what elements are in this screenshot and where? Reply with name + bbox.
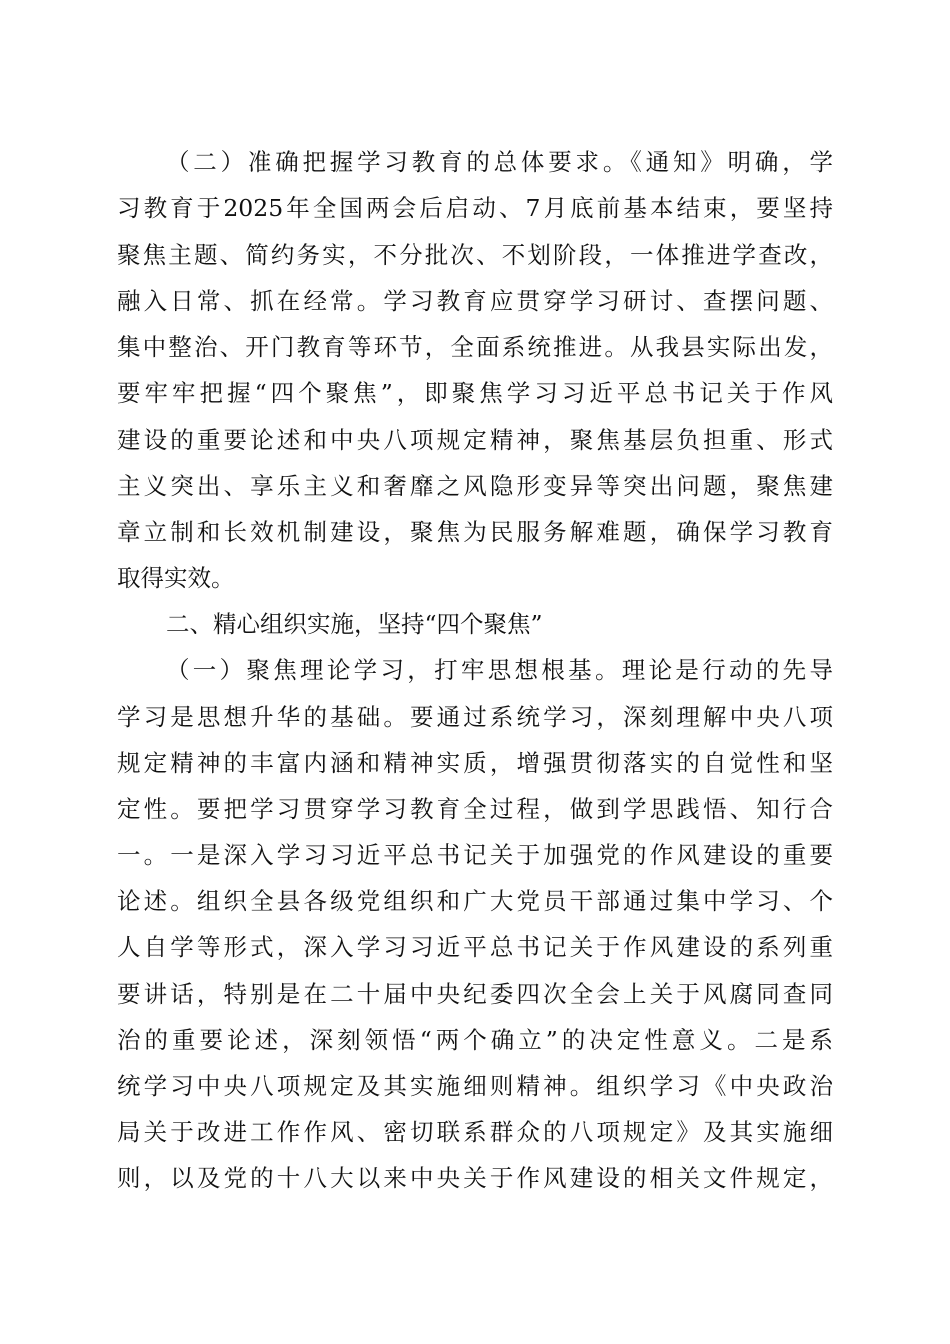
text-line: 要讲话，特别是在二十届中央纪委四次全会上关于风腐同查同 bbox=[117, 980, 833, 1008]
text-line: 规定精神的丰富内涵和精神实质，增强贯彻落实的自觉性和坚 bbox=[117, 749, 833, 777]
text-line: 取得实效。 bbox=[117, 564, 235, 592]
text-line: 聚焦主题、简约务实，不分批次、不划阶段，一体推进学查改， bbox=[117, 241, 833, 269]
section-heading: 二、精心组织实施，坚持“四个聚焦” bbox=[166, 610, 543, 638]
text-line: 融入日常、抓在经常。学习教育应贯穿学习研讨、查摆问题、 bbox=[117, 287, 833, 315]
text-line: （一）聚焦理论学习，打牢思想根基。理论是行动的先导 bbox=[166, 656, 833, 684]
text-line: 统学习中央八项规定及其实施细则精神。组织学习《中央政治 bbox=[117, 1072, 833, 1100]
text-line: 学习是思想升华的基础。要通过系统学习，深刻理解中央八项 bbox=[117, 703, 833, 731]
text-line: 一。一是深入学习习近平总书记关于加强党的作风建设的重要 bbox=[117, 841, 833, 869]
text-line: 人自学等形式，深入学习习近平总书记关于作风建设的系列重 bbox=[117, 933, 833, 961]
text-line: 建设的重要论述和中央八项规定精神，聚焦基层负担重、形式 bbox=[117, 426, 833, 454]
text-line: 局关于改进工作作风、密切联系群众的八项规定》及其实施细 bbox=[117, 1118, 833, 1146]
text-line: 习教育于2025年全国两会后启动、7月底前基本结束，要坚持 bbox=[117, 194, 833, 222]
text-line: 主义突出、享乐主义和奢靡之风隐形变异等突出问题，聚焦建 bbox=[117, 472, 833, 500]
text-line: 要牢牢把握“四个聚焦”，即聚焦学习习近平总书记关于作风 bbox=[117, 379, 833, 407]
text-line: 定性。要把学习贯穿学习教育全过程，做到学思践悟、知行合 bbox=[117, 795, 833, 823]
text-line: 则，以及党的十八大以来中央关于作风建设的相关文件规定， bbox=[117, 1164, 833, 1192]
text-line: 论述。组织全县各级党组织和广大党员干部通过集中学习、个 bbox=[117, 887, 833, 915]
text-line: （二）准确把握学习教育的总体要求。《通知》明确，学 bbox=[166, 148, 833, 176]
text-line: 章立制和长效机制建设，聚焦为民服务解难题，确保学习教育 bbox=[117, 518, 833, 546]
text-line: 治的重要论述，深刻领悟“两个确立”的决定性意义。二是系 bbox=[117, 1026, 833, 1054]
text-line: 集中整治、开门教育等环节，全面系统推进。从我县实际出发， bbox=[117, 333, 833, 361]
